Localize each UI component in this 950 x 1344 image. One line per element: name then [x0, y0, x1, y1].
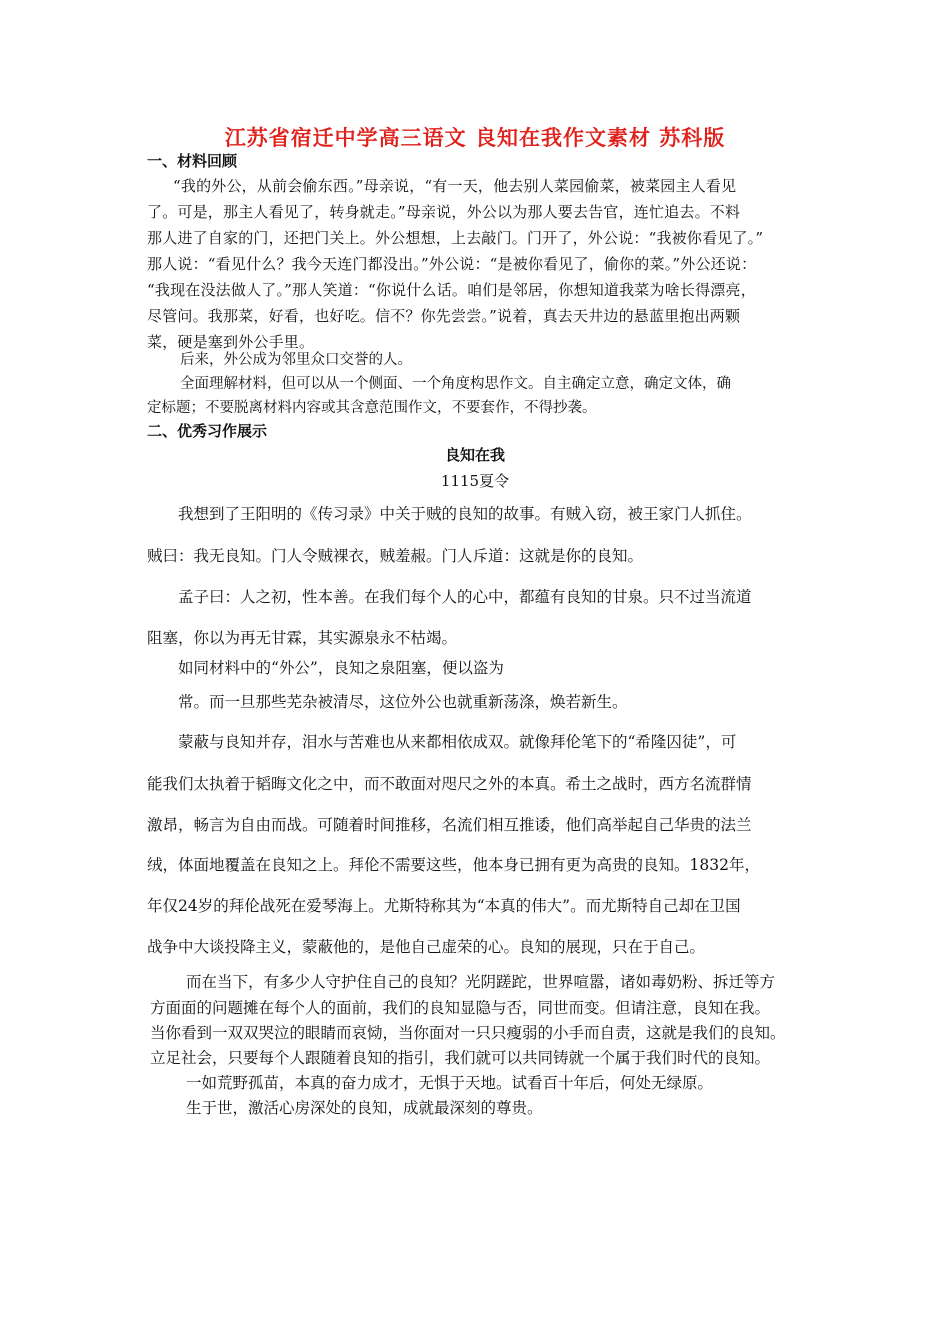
essay-line: 能我们太执着于韬晦文化之中，而不敢面对咫尺之外的本真。希土之战时，西方名流群情 — [147, 775, 752, 793]
essay-line: 战争中大谈投降主义，蒙蔽他的，是他自己虚荣的心。良知的展现，只在于自己。 — [147, 938, 706, 956]
document-title: 江苏省宿迁中学高三语文 良知在我作文素材 苏科版 — [224, 126, 726, 150]
essay-line: 一如荒野孤苗，本真的奋力成才，无惧于天地。试看百十年后，何处无绿原。 — [186, 1074, 714, 1092]
essay-line: 激昂，畅言为自由而战。可随着时间推移，名流们相互推诿，他们高举起自己华贵的法兰 — [147, 816, 752, 834]
essay-line: 孟子曰：人之初，性本善。在我们每个人的心中，都蕴有良知的甘泉。只不过当流道 — [178, 588, 752, 606]
essay-author: 1115夏令 — [440, 472, 510, 490]
story-line: “我现在没法做人了。”那人笑道：“你说什么话。咱们是邻居，你想知道我菜为啥长得漂亮， — [147, 281, 756, 299]
essay-line: 年仅24岁的拜伦战死在爱琴海上。尤斯特称其为“本真的伟大”。而尤斯特自己却在卫国 — [147, 897, 741, 915]
essay-line: 贼曰：我无良知。门人令贼裸衣，贼羞赧。门人斥道：这就是你的良知。 — [147, 547, 644, 565]
story-line: 那人说：“看见什么？我今天连门都没出。”外公说：“是被你看见了，偷你的菜。”外公还说： — [147, 255, 757, 273]
essay-line: 方面面的问题摊在每个人的面前，我们的良知显隐与否，同世而变。但请注意，良知在我。 — [150, 999, 771, 1017]
instruction-line: 定标题；不要脱离材料内容或其含意范围作文，不要套作，不得抄袭。 — [147, 400, 597, 416]
essay-line: 阻塞，你以为再无甘霖，其实源泉永不枯竭。 — [147, 629, 458, 647]
section-heading-material: 一、材料回顾 — [147, 152, 238, 170]
essay-line: 常。而一旦那些芜杂被清尽，这位外公也就重新荡涤，焕若新生。 — [178, 693, 628, 711]
essay-line: 如同材料中的“外公”，良知之泉阻塞，便以盗为 — [178, 659, 504, 677]
story-line: 了。可是，那主人看见了，转身就走。”母亲说，外公以为那人要去告官，连忙追去。不料 — [147, 203, 741, 221]
instruction-line: 全面理解材料，但可以从一个侧面、一个角度构思作文。自主确定立意，确定文体，确 — [180, 376, 731, 392]
story-line: 那人进了自家的门，还把门关上。外公想想，上去敲门。门开了，外公说：“我被你看见了。” — [147, 229, 764, 247]
essay-line: 生于世，激活心房深处的良知，成就最深刻的尊贵。 — [186, 1099, 543, 1117]
story-line: 菜，硬是塞到外公手里。 — [147, 333, 315, 351]
essay-line: 而在当下，有多少人守护住自己的良知？光阴蹉跎，世界喧嚣，诸如毒奶粉、拆迁等方 — [186, 973, 776, 991]
essay-title: 良知在我 — [444, 446, 505, 464]
essay-line: 当你看到一双双哭泣的眼睛而哀恸，当你面对一只只瘦弱的小手而自责，这就是我们的良知。 — [150, 1024, 786, 1042]
story-line: “我的外公，从前会偷东西。”母亲说，“有一天，他去别人菜园偷菜，被菜园主人看见 — [173, 177, 737, 195]
essay-line: 蒙蔽与良知并存，泪水与苦难也从来都相依成双。就像拜伦笔下的“希隆囚徒”，可 — [178, 733, 737, 751]
story-followup: 后来，外公成为邻里众口交誉的人。 — [180, 352, 412, 368]
essay-line: 绒，体面地覆盖在良知之上。拜伦不需要这些，他本身已拥有更为高贵的良知。1832年， — [147, 856, 760, 874]
section-heading-essay: 二、优秀习作展示 — [147, 422, 268, 440]
essay-line: 我想到了王阳明的《传习录》中关于贼的良知的故事。有贼入窃，被王家门人抓住。 — [178, 505, 752, 523]
essay-line: 立足社会，只要每个人跟随着良知的指引，我们就可以共同铸就一个属于我们时代的良知。 — [150, 1049, 771, 1067]
story-line: 尽管问。我那菜，好看，也好吃。信不？你先尝尝。”说着，真去天井边的悬蓝里抱出两颗 — [147, 307, 741, 325]
